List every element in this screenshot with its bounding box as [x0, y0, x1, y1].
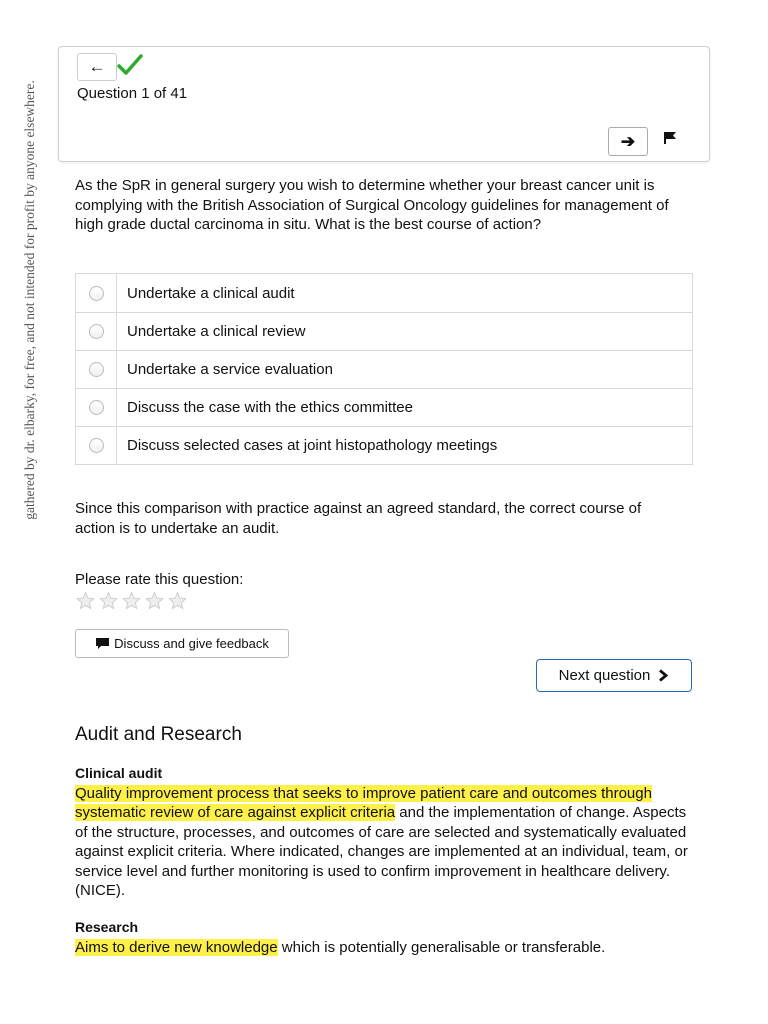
- answer-option[interactable]: [76, 388, 692, 426]
- answer-option-label[interactable]: Undertake a clinical review: [127, 323, 306, 340]
- comment-icon: [95, 637, 110, 650]
- answer-explanation: Since this comparison with practice against an agreed standard, the correct course of action is to undertake an audit.: [75, 500, 642, 537]
- radio-cell: [76, 427, 117, 464]
- radio-button[interactable]: [89, 286, 104, 301]
- chevron-right-icon: [658, 669, 669, 682]
- answer-option[interactable]: [76, 426, 692, 464]
- answer-option-label[interactable]: Undertake a service evaluation: [127, 361, 333, 378]
- star-icon[interactable]: [144, 591, 165, 611]
- highlighted-text: Aims to derive new knowledge: [75, 938, 278, 956]
- radio-button[interactable]: [89, 324, 104, 339]
- answer-options: [75, 273, 693, 465]
- checkmark-icon: [117, 53, 143, 77]
- radio-button[interactable]: [89, 400, 104, 415]
- discuss-feedback-label: Discuss and give feedback: [114, 636, 269, 651]
- next-question-label: Next question: [558, 667, 651, 684]
- next-question-button[interactable]: [536, 659, 692, 692]
- arrow-right-icon: ➔: [620, 131, 636, 151]
- question-counter: Question 1 of 41: [77, 85, 188, 102]
- clinical-audit-definition: [75, 764, 695, 901]
- answer-option[interactable]: [76, 312, 692, 350]
- answer-option[interactable]: [76, 350, 692, 388]
- highlighted-text: Quality improvement process that seeks to improve patient care and outcomes through systematic review of care against explicit criteria: [75, 784, 652, 821]
- radio-button[interactable]: [89, 438, 104, 453]
- next-arrow-button[interactable]: [608, 127, 648, 156]
- radio-cell: [76, 274, 117, 312]
- star-icon[interactable]: [75, 591, 96, 611]
- star-rating: [75, 591, 188, 611]
- question-header: [58, 46, 710, 162]
- flag-icon[interactable]: [663, 131, 677, 145]
- clinical-audit-heading: Clinical audit: [75, 765, 163, 781]
- radio-cell: [76, 351, 117, 388]
- arrow-left-icon: ←: [88, 57, 106, 76]
- watermark-text: gathered by dr. elbarky, for free, and not intended for profit by anyone elsewhere.: [22, 80, 37, 520]
- answer-option-label[interactable]: Undertake a clinical audit: [127, 284, 295, 302]
- radio-cell: [76, 389, 117, 426]
- answer-option-label[interactable]: Discuss selected cases at joint histopathology meetings: [127, 437, 498, 454]
- star-icon[interactable]: [167, 591, 188, 611]
- definition-text: and the implementation of change. Aspects of the structure, processes, and outcomes of care are selected and systematically evaluated against explicit criteria. Where indicated, changes are implemented at an individual, team, or service level and further monitoring is used to confirm improvement in healthcare delivery. (NICE).: [75, 804, 688, 899]
- research-heading: Research: [75, 919, 139, 935]
- answer-option-label[interactable]: Discuss the case with the ethics committee: [127, 399, 413, 416]
- radio-cell: [76, 313, 117, 350]
- question-stem: As the SpR in general surgery you wish to determine whether your breast cancer unit is complying with the British Association of Surgical Oncology guidelines for management of high grade ductal carcinoma in situ. What is the best course of action?: [75, 177, 669, 233]
- notes-title: Audit and Research: [75, 724, 242, 745]
- discuss-feedback-button[interactable]: [75, 629, 289, 658]
- research-definition: [75, 918, 695, 957]
- rating-label: Please rate this question:: [75, 571, 244, 588]
- previous-question-button[interactable]: [77, 53, 117, 81]
- answer-option[interactable]: [76, 274, 692, 312]
- definition-text: which is potentially generalisable or transferable.: [277, 938, 606, 956]
- star-icon[interactable]: [121, 591, 142, 611]
- star-icon[interactable]: [98, 591, 119, 611]
- radio-button[interactable]: [89, 362, 104, 377]
